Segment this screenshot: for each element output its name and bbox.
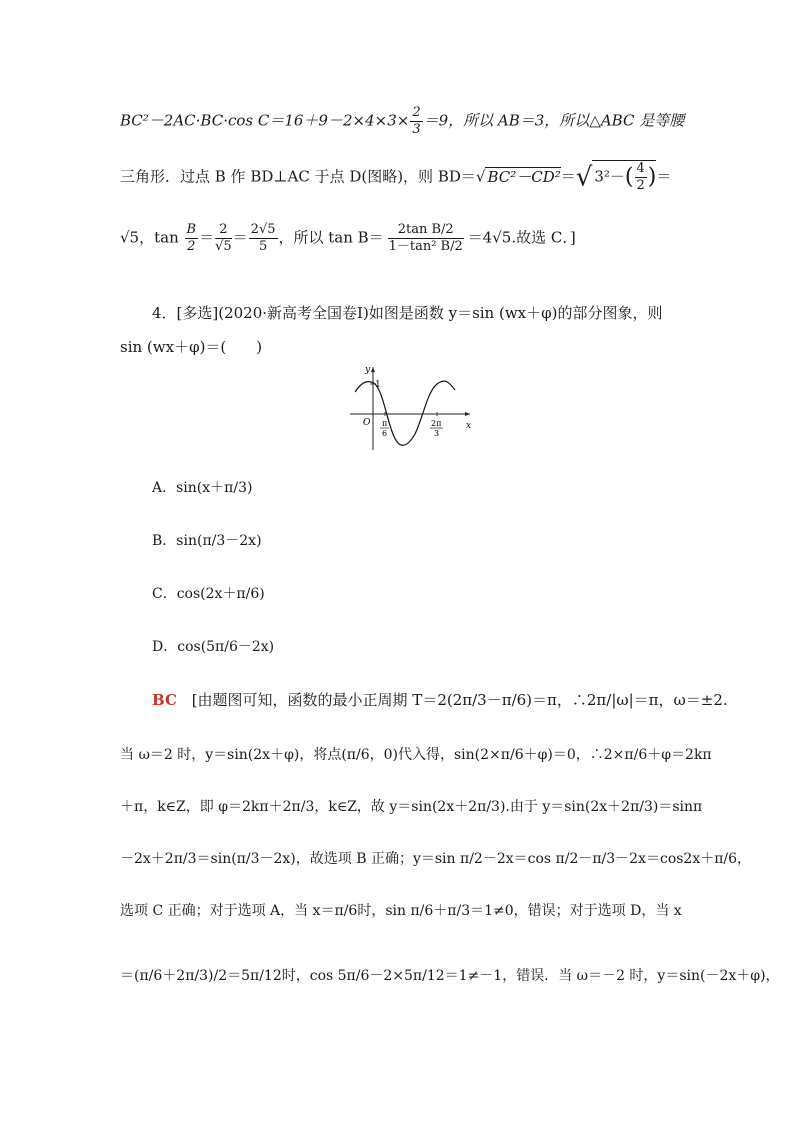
option-b[interactable]: B．sin(π/3－2x) [152, 533, 262, 549]
solution-line-1 [120, 105, 684, 138]
answer-line-5: 选项 C 正确；对于选项 A，当 x＝π/6时，sin π/6＋π/3＝1≠0，错误；对于选项 D，当 x [120, 903, 682, 919]
option-d[interactable]: D．cos(5π/6－2x) [152, 639, 275, 655]
answer-line-4: －2x＋2π/3＝sin(π/3－2x)，故选项 B 正确；y＝sin π/2－2x＝cos π/2－π/3－2x＝cos2x＋π/6， [120, 851, 752, 867]
fraction-2-3: $\frac{2}{3}$ [412, 105, 421, 137]
answer-line-3: ＋π，k∈Z，即 φ＝2kπ＋2π/3，k∈Z，故 y＝sin(2x＋2π/3).由于 y＝sin(2x＋2π/3)＝sinπ [120, 799, 703, 815]
answer-tag: BC [152, 691, 177, 709]
x-label: x [466, 421, 472, 431]
answer-line-6: ＝(π/6＋2π/3)/2＝5π/12时，cos 5π/6－2×5π/12＝1≠－1，错误．当 ω＝－2 时，y＝sin(－2x＋φ)， [120, 968, 780, 984]
tick-2pi3-den: 3 [434, 429, 440, 438]
sine-graph [345, 362, 475, 452]
tick-2pi3-num: 2π [431, 419, 442, 428]
origin-label: O [363, 418, 371, 428]
sqrt-bc-cd: BC²－CD² [487, 167, 561, 186]
tick-1-label: 1 [375, 380, 381, 390]
sine-curve [355, 381, 455, 445]
question-4-header: 4．[多选](2020·新高考全国卷Ⅰ)如图是函数 y＝sin (wx＋φ)的部分图象，则 [152, 304, 663, 322]
answer-line-1: BC [由题图可知，函数的最小正周期 T＝2(2π/3－π/6)＝π，∴2π/|ω|＝π，ω＝±2. [152, 691, 728, 709]
line1-tail: ＝9，所以 AB＝3，所以△ABC 是等腰 [423, 111, 685, 130]
tick-pi6-num: π [382, 419, 388, 428]
line1-text: BC²－2AC·BC·cos C＝16＋9－2×4×3× [120, 111, 410, 130]
solution-line-3: √5，tan $\frac{B}{2}$ ＝ $\frac{2}{√5}$ ＝ $\frac{2√5}{5}$ ，所以 tan B＝ $\frac{\text{2tan B/2}}{\text{1－tan² B/2}}$ ＝4√5.故选 C．] [120, 222, 576, 254]
question-4-blank: sin (wx＋φ)＝( ) [120, 338, 263, 356]
answer-line-2: 当 ω＝2 时，y＝sin(2x＋φ)，将点(π/6，0)代入得，sin(2×π/6＋φ)＝0，∴2×π/6＋φ＝2kπ [120, 747, 712, 763]
option-c[interactable]: C．cos(2x＋π/6) [152, 586, 265, 602]
tick-pi6-den: 6 [382, 429, 388, 438]
option-a[interactable]: A．sin(x＋π/3) [152, 480, 253, 496]
y-label: y [365, 365, 371, 375]
solution-line-2: 三角形．过点 B 作 BD⊥AC 于点 D(图略)，则 BD＝√ BC²－CD²＝√ 3²－( $\frac{4}{2}$ )＝ [120, 161, 672, 193]
